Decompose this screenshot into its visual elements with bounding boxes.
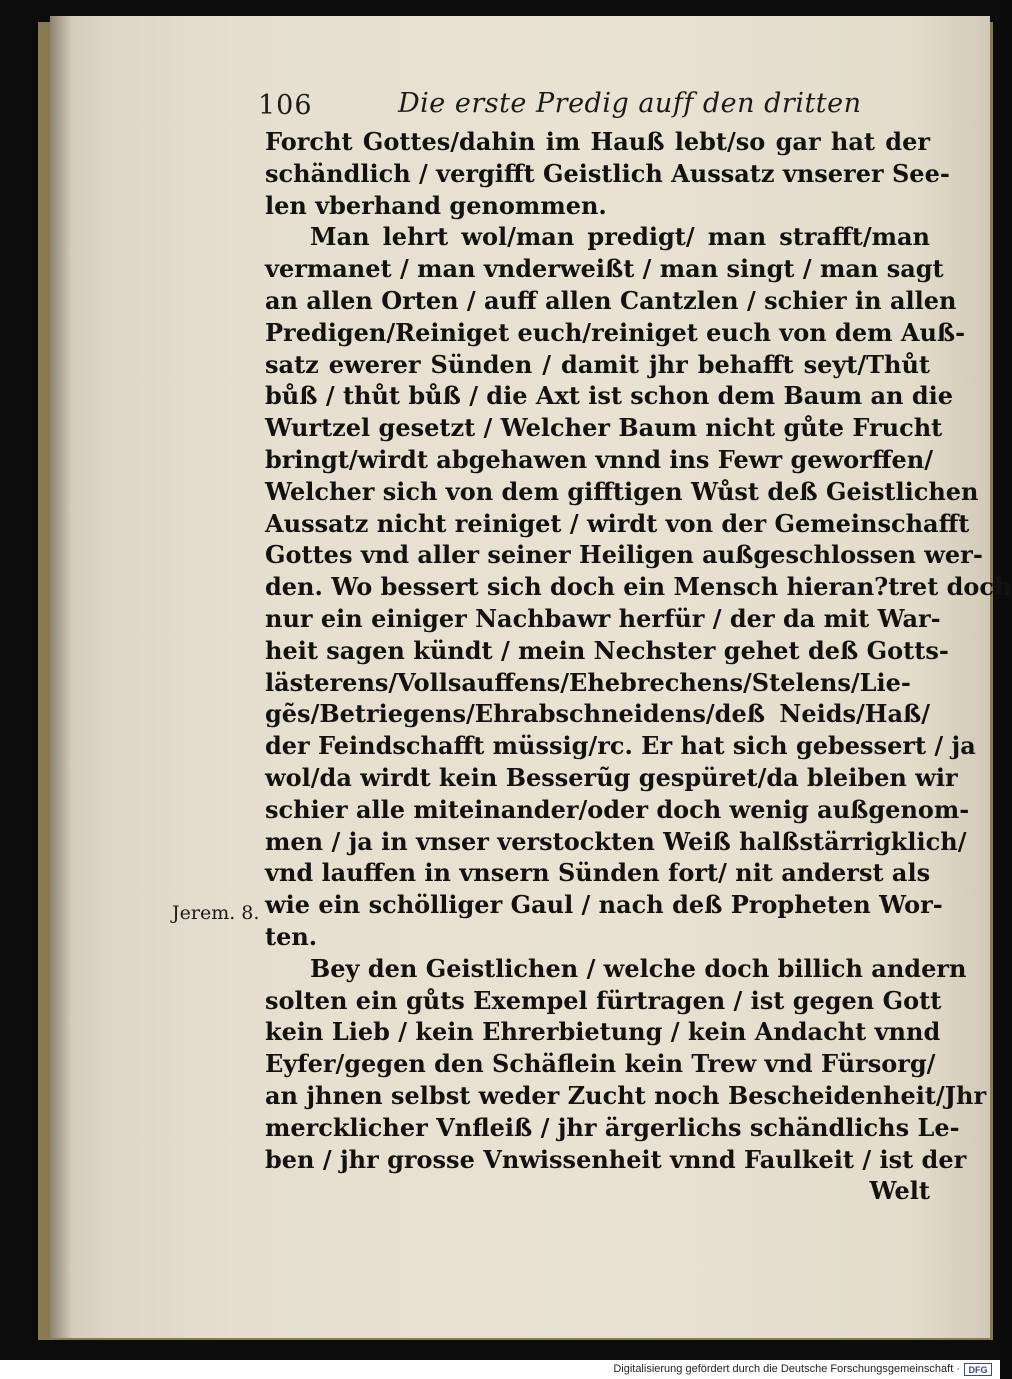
text-line: schändlich / vergifft Geistlich Aussatz vnserer See-: [265, 158, 950, 188]
text-line: an allen Orten / auff allen Cantzlen / schier in allen: [265, 285, 957, 315]
text-line: solten ein gůts Exempel fürtragen / ist gegen Gott: [265, 985, 942, 1015]
margin-note: Jerem. 8.: [172, 902, 260, 924]
text-line: wie ein schölliger Gaul / nach deß Propheten Wor-: [265, 890, 943, 920]
text-line: ben / jhr grosse Vnwissenheit vnnd Faulkeit / ist der: [265, 1144, 967, 1174]
text-line: den. Wo bessert sich doch ein Mensch hieran?tret doch: [265, 572, 1012, 602]
page-number: 106: [258, 90, 313, 121]
text-line: schier alle miteinander/oder doch wenig außgenom-: [265, 794, 970, 824]
text-line: kein Lieb / kein Ehrerbietung / kein Andacht vnnd: [265, 1017, 941, 1047]
text-line: mercklicher Vnfleiß / jhr ärgerlichs schändlichs Le-: [265, 1112, 960, 1142]
text-line: lästerens/Vollsauffens/Ehebrechens/Stelens/Lie-: [265, 667, 911, 697]
dfg-logo: DFG: [964, 1363, 992, 1376]
text-line: heit sagen kündt / mein Nechster gehet deß Gotts-: [265, 635, 949, 665]
footer-bar: [0, 1360, 1000, 1379]
page-header: [0, 86, 1000, 126]
body-text: [265, 126, 1012, 1207]
text-line: Welcher sich von dem gifftigen Wůst deß Geistlichen: [265, 476, 979, 506]
funding-credit: Digitalisierung gefördert durch die Deutsche Forschungsgemeinschaft ·: [613, 1363, 960, 1375]
text-line: an jhnen selbst weder Zucht noch Bescheidenheit/Jhr: [265, 1080, 987, 1110]
gutter-shadow: [50, 16, 72, 1338]
text-line: bringt/wirdt abgehawen vnnd ins Fewr geworffen/: [265, 444, 934, 474]
text-line: der Feindschafft müssig/rc. Er hat sich gebessert / ja: [265, 731, 976, 761]
text-line: gẽs/Betriegens/Ehrabschneidens/deß Neids/Haß/: [265, 699, 930, 729]
text-line: Predigen/Reiniget euch/reiniget euch von dem Auß-: [265, 317, 966, 347]
text-line: Wurtzel gesetzt / Welcher Baum nicht gůte Frucht: [265, 413, 943, 443]
text-line: len vberhand genommen.: [265, 190, 607, 220]
text-line: nur ein einiger Nachbawr herfür / der da mit War-: [265, 603, 941, 633]
running-title: Die erste Predig auff den dritten: [398, 88, 862, 119]
text-line: satz ewerer Sünden / damit jhr behafft seyt/Thůt: [265, 349, 930, 379]
catchword: Welt: [869, 1176, 930, 1206]
text-line: ten.: [265, 921, 318, 951]
text-line: vermanet / man vnderweißt / man singt / man sagt: [265, 254, 944, 284]
text-line: bůß / thůt bůß / die Axt ist schon dem Baum an die: [265, 381, 954, 411]
text-line: wol/da wirdt kein Besserũg gespüret/da bleiben wir: [265, 762, 958, 792]
text-line: Gottes vnd aller seiner Heiligen außgeschlossen wer-: [265, 540, 983, 570]
text-line: Eyfer/gegen den Schäflein kein Trew vnd Fürsorg/: [265, 1049, 936, 1079]
text-line: vnd lauffen in vnsern Sünden fort/ nit anderst als: [265, 858, 931, 888]
text-line: Bey den Geistlichen / welche doch billich andern: [310, 953, 967, 983]
text-line: men / ja in vnser verstockten Weiß halßstärrigklich/: [265, 826, 967, 856]
text-line: Man lehrt wol/man predigt/ man strafft/man: [310, 222, 930, 252]
text-line: Forcht Gottes/dahin im Hauß lebt/so gar hat der: [265, 127, 930, 156]
text-line: Aussatz nicht reiniget / wirdt von der Gemeinschafft: [265, 508, 970, 538]
